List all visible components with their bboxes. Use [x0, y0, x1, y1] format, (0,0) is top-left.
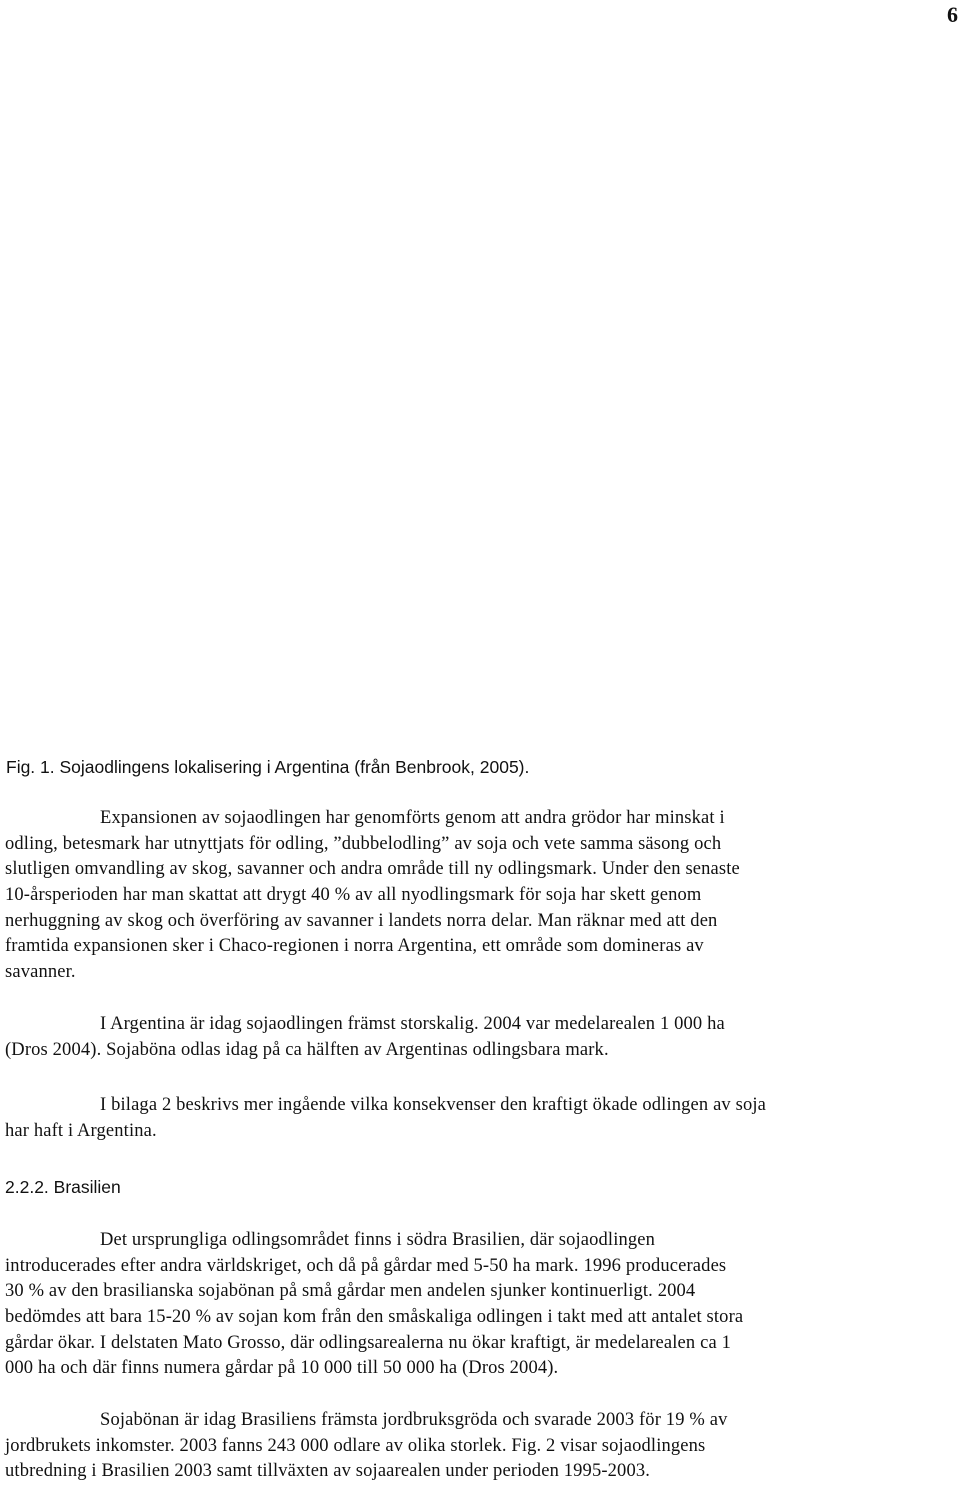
figure-caption: Fig. 1. Sojaodlingens lokalisering i Argentina (från Benbrook, 2005).	[6, 757, 530, 777]
text-line: 000 ha och där finns numera gårdar på 10 000 till 50 000 ha (Dros 2004).	[5, 1358, 559, 1379]
text-line: jordbrukets inkomster. 2003 fanns 243 000 odlare av olika storlek. Fig. 2 visar sojaodlingens	[5, 1435, 706, 1456]
section-heading: 2.2.2. Brasilien	[5, 1177, 121, 1197]
text-line: Det ursprungliga odlingsområdet finns i södra Brasilien, där sojaodlingen	[100, 1230, 656, 1250]
text-line: nerhuggning av skog och överföring av savanner i landets norra delar. Man räknar med att den	[5, 910, 718, 931]
paragraph-appendix-reference	[5, 1093, 957, 1144]
text-line: Expansionen av sojaodlingen har genomförts genom att andra grödor har minskat i	[100, 808, 725, 828]
paragraph-expansion	[5, 806, 957, 986]
paragraph-brazil-importance	[5, 1408, 957, 1485]
text-line: Sojabönan är idag Brasiliens främsta jordbruksgröda och svarade 2003 för 19 % av	[100, 1410, 728, 1430]
text-line: I Argentina är idag sojaodlingen främst storskalig. 2004 var medelarealen 1 000 ha	[100, 1014, 725, 1034]
text-line: gårdar ökar. I delstaten Mato Grosso, där odlingsarealerna nu ökar kraftigt, är medelarealen ca 1	[5, 1332, 731, 1353]
text-line: 30 % av den brasilianska sojabönan på små gårdar men andelen sjunker kontinuerligt. 2004	[5, 1281, 696, 1302]
page-number: 6	[947, 2, 958, 27]
text-line: introducerades efter andra världskriget, och då på gårdar med 5-50 ha mark. 1996 producerades	[5, 1255, 727, 1276]
text-line: (Dros 2004). Sojaböna odlas idag på ca hälften av Argentinas odlingsbara mark.	[5, 1039, 609, 1060]
text-line: framtida expansionen sker i Chaco-regionen i norra Argentina, ett område som domineras av	[5, 936, 704, 957]
text-line: har haft i Argentina.	[5, 1120, 157, 1141]
text-line: odling, betesmark har utnyttjats för odling, ”dubbelodling” av soja och vete samma säsong och	[5, 833, 722, 854]
text-line: 10-årsperioden har man skattat att drygt 40 % av all nyodlingsmark för soja har skett genom	[5, 885, 702, 906]
text-line: slutligen omvandling av skog, savanner och andra område till ny odlingsmark. Under den senaste	[5, 859, 740, 880]
figure-placeholder	[0, 40, 960, 740]
text-line: savanner.	[5, 962, 76, 983]
text-line: utbredning i Brasilien 2003 samt tillväxten av sojaarealen under perioden 1995-2003.	[5, 1461, 651, 1482]
text-line: bedömdes att bara 15-20 % av sojan kom från den småskaliga odlingen i takt med att antalet stora	[5, 1307, 744, 1328]
paragraph-argentina-scale	[5, 1012, 957, 1063]
text-line: I bilaga 2 beskrivs mer ingående vilka konsekvenser den kraftigt ökade odlingen av soja	[100, 1095, 767, 1115]
paragraph-brazil-origin	[5, 1228, 957, 1382]
